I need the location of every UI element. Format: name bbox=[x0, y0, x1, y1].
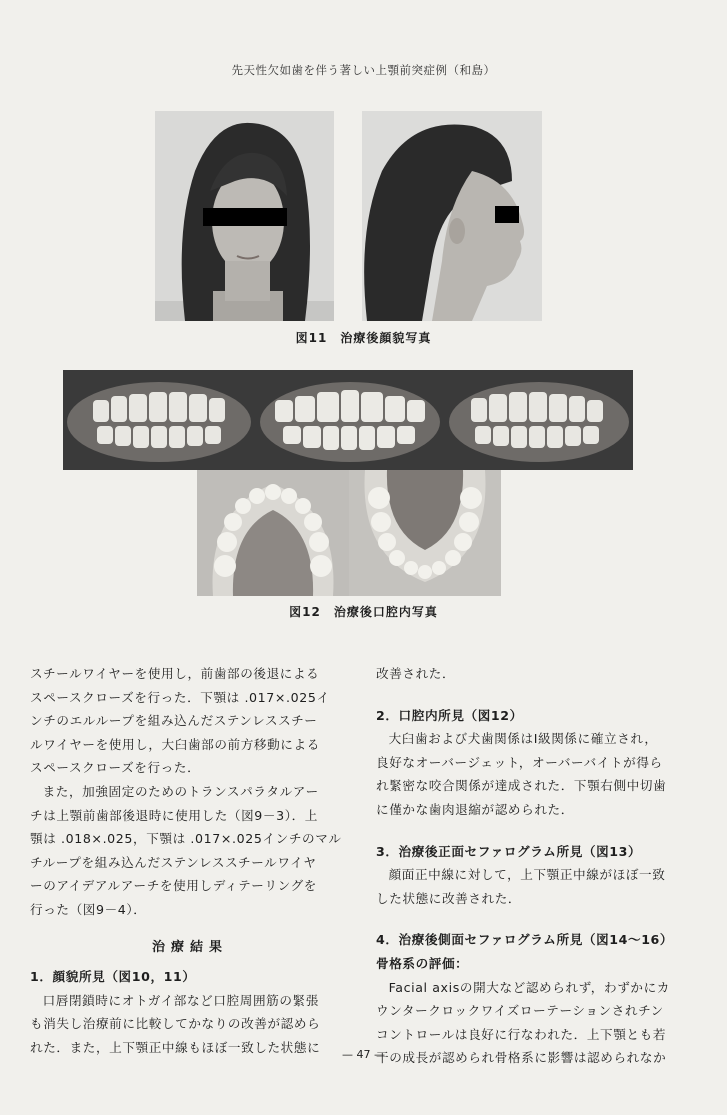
text-line: 口唇閉鎖時にオトガイ部など口腔周囲筋の緊張 bbox=[42, 992, 319, 1008]
text-line: ンチのエルループを組み込んだステンレススチー bbox=[30, 713, 318, 729]
right-column bbox=[376, 662, 696, 1070]
text-line: コントロールは良好に行なわれた．上下顎とも若 bbox=[376, 1026, 667, 1042]
text-line: ウンタークロックワイズローテーションされチン bbox=[376, 1003, 664, 1019]
heading-skeletal-evaluation: 骨格系の評価： bbox=[376, 955, 469, 971]
text-line: 大臼歯および犬歯関係はⅠ級関係に確立され， bbox=[388, 731, 658, 747]
paragraph-1 bbox=[30, 662, 350, 780]
text-line: 顎は .018×.025，下顎は .017×.025インチのマル bbox=[30, 831, 342, 847]
text-line: また，加強固定のためのトランスパラタルアー bbox=[42, 783, 319, 799]
text-line: Facial axisの開大など認められず，わずかにカ bbox=[388, 979, 670, 995]
heading-facial-findings: 1．顔貌所見（図10，11） bbox=[30, 969, 196, 985]
text-line: も消失し治療前に比較してかなりの改善が認めら bbox=[30, 1016, 321, 1032]
text-line: ーのアイデアルアーチを使用しディテーリングを bbox=[30, 878, 317, 894]
figure-11-caption: 図11 治療後顔貌写真 bbox=[295, 331, 432, 345]
text-line: に僅かな歯肉退縮が認められた． bbox=[376, 801, 574, 817]
intraoral-left-lateral-image bbox=[445, 370, 633, 470]
text-line: スペースクローズを行った． bbox=[30, 760, 201, 776]
text-line: 行った（図9－4）． bbox=[30, 901, 147, 917]
profile-face-photo bbox=[362, 111, 542, 321]
text-line: 顔面正中線に対して，上下顎正中線がほぼ一致 bbox=[388, 867, 666, 883]
text-line: れた．また，上下顎正中線もほぼ一致した状態に bbox=[30, 1039, 321, 1055]
profile-face-image bbox=[362, 111, 542, 321]
section-title-results: 治療結果 bbox=[151, 939, 228, 955]
running-header: 先天性欠如歯を伴う著しい上顎前突症例（和島） bbox=[231, 63, 496, 77]
heading-intraoral-findings: 2．口腔内所見（図12） bbox=[376, 707, 523, 723]
intraoral-right-lateral-photo bbox=[63, 370, 255, 470]
intraoral-lower-occlusal-photo bbox=[349, 470, 501, 596]
intraoral-frontal-image bbox=[255, 370, 445, 470]
text-line: スチールワイヤーを使用し，前歯部の後退による bbox=[30, 666, 320, 681]
paragraph-4 bbox=[376, 727, 696, 821]
figure-12-caption: 図12 治療後口腔内写真 bbox=[289, 605, 438, 619]
text-line: チループを組み込んだステンレススチールワイヤ bbox=[30, 854, 317, 870]
text-line: スペースクローズを行った．下顎は .017×.025イ bbox=[30, 689, 330, 705]
text-line: れ緊密な咬合関係が達成された．下顎右側中切歯 bbox=[376, 778, 667, 794]
text-line: 良好なオーバージェット，オーバーバイトが得ら bbox=[376, 754, 663, 770]
text-line: した状態に改善された． bbox=[376, 890, 522, 906]
text-line: ルワイヤーを使用し，大臼歯部の前方移動による bbox=[30, 736, 320, 752]
text-line: 干の成長が認められ骨格系に影響は認められなか bbox=[376, 1050, 667, 1066]
paragraph-5 bbox=[376, 863, 696, 910]
heading-frontal-cephalogram: 3．治療後正面セファログラム所見（図13） bbox=[376, 843, 642, 859]
page-number: — 47 — bbox=[342, 1048, 385, 1061]
frontal-face-photo bbox=[155, 111, 334, 321]
paragraph-0: 改善された． bbox=[376, 666, 456, 681]
left-column bbox=[30, 662, 350, 1060]
intraoral-frontal-photo bbox=[255, 370, 445, 470]
paragraph-2 bbox=[30, 780, 350, 922]
intraoral-right-lateral-image bbox=[63, 370, 255, 470]
heading-lateral-cephalogram: 4．治療後側面セファログラム所見（図14～16） bbox=[376, 932, 674, 948]
intraoral-upper-occlusal-image bbox=[197, 470, 349, 596]
intraoral-left-lateral-photo bbox=[445, 370, 633, 470]
intraoral-upper-occlusal-photo bbox=[197, 470, 349, 596]
frontal-face-image bbox=[155, 111, 334, 321]
intraoral-lower-occlusal-image bbox=[349, 470, 501, 596]
text-line: チは上顎前歯部後退時に使用した（図9－3）．上 bbox=[30, 807, 318, 823]
